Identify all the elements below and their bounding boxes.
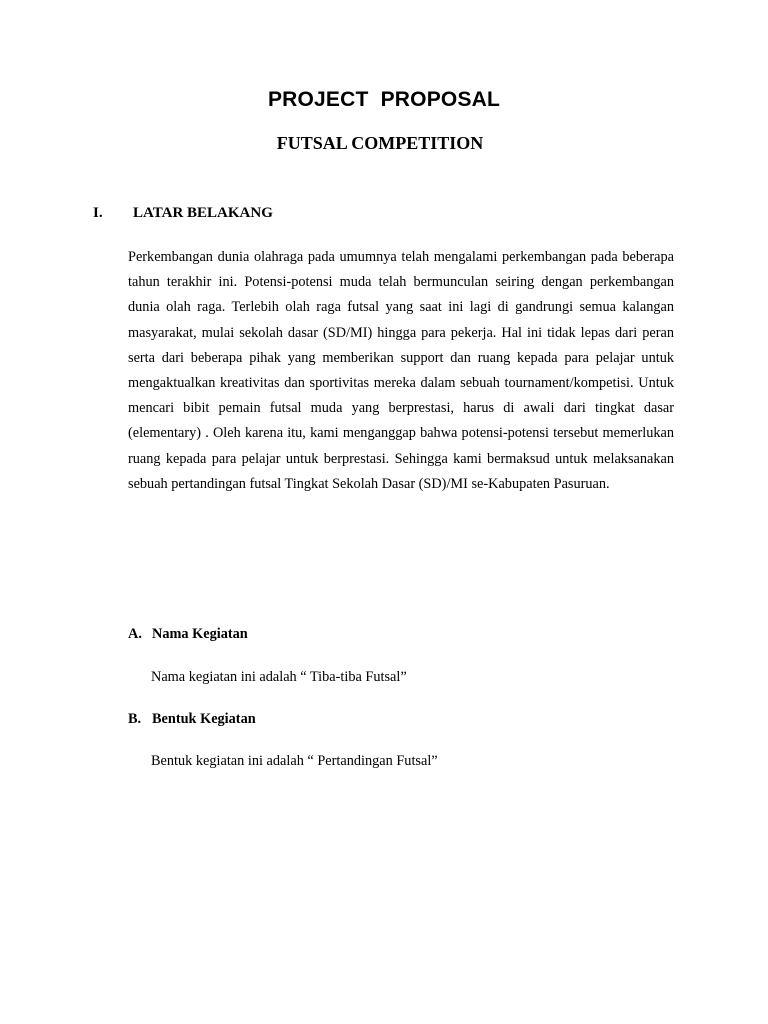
subheading-nama-kegiatan: [128, 626, 248, 643]
subheading-letter: B.: [128, 711, 142, 727]
subheading-bentuk-kegiatan: [128, 711, 256, 728]
nama-kegiatan-text: Nama kegiatan ini adalah “ Tiba-tiba Futsal”: [151, 669, 407, 685]
subheading-text: Nama Kegiatan: [152, 626, 248, 642]
section-number: I.: [93, 205, 103, 221]
document-subtitle: FUTSAL COMPETITION: [276, 133, 484, 153]
section-heading-latar-belakang: [93, 205, 273, 222]
background-paragraph: Perkembangan dunia olahraga pada umumnya telah mengalami perkembangan pada beberapa tahun terakhir ini. Potensi-potensi muda telah bermunculan seiring dengan perkembangan dunia olah raga. Terlebih olah raga futsal yang saat ini lagi di gandrungi semua kalangan masyarakat, mulai sekolah dasar (SD/MI) hingga para pekerja. Hal ini tidak lepas dari peran serta dari beberapa pihak yang memberikan support dan ruang kepada para pelajar untuk mengaktualkan kreativitas dan sportivitas mereka dalam sebuah tournament/kompetisi. Untuk mencari bibit pemain futsal muda yang berprestasi, harus di awali dari tingkat dasar (elementary) . Oleh karena itu, kami menganggap bahwa potensi-potensi tersebut memerlukan ruang kepada para pelajar untuk berprestasi. Sehingga kami bermaksud untuk melaksanakan sebuah pertandingan futsal Tingkat Sekolah Dasar (SD)/MI se-Kabupaten Pasuruan.: [128, 249, 674, 492]
document-title: PROJECT PROPOSAL: [267, 88, 501, 111]
subheading-letter: A.: [128, 626, 142, 642]
bentuk-kegiatan-text: Bentuk kegiatan ini adalah “ Pertandingan Futsal”: [151, 753, 438, 769]
subheading-text: Bentuk Kegiatan: [152, 711, 256, 727]
section-heading-text: LATAR BELAKANG: [133, 205, 273, 221]
